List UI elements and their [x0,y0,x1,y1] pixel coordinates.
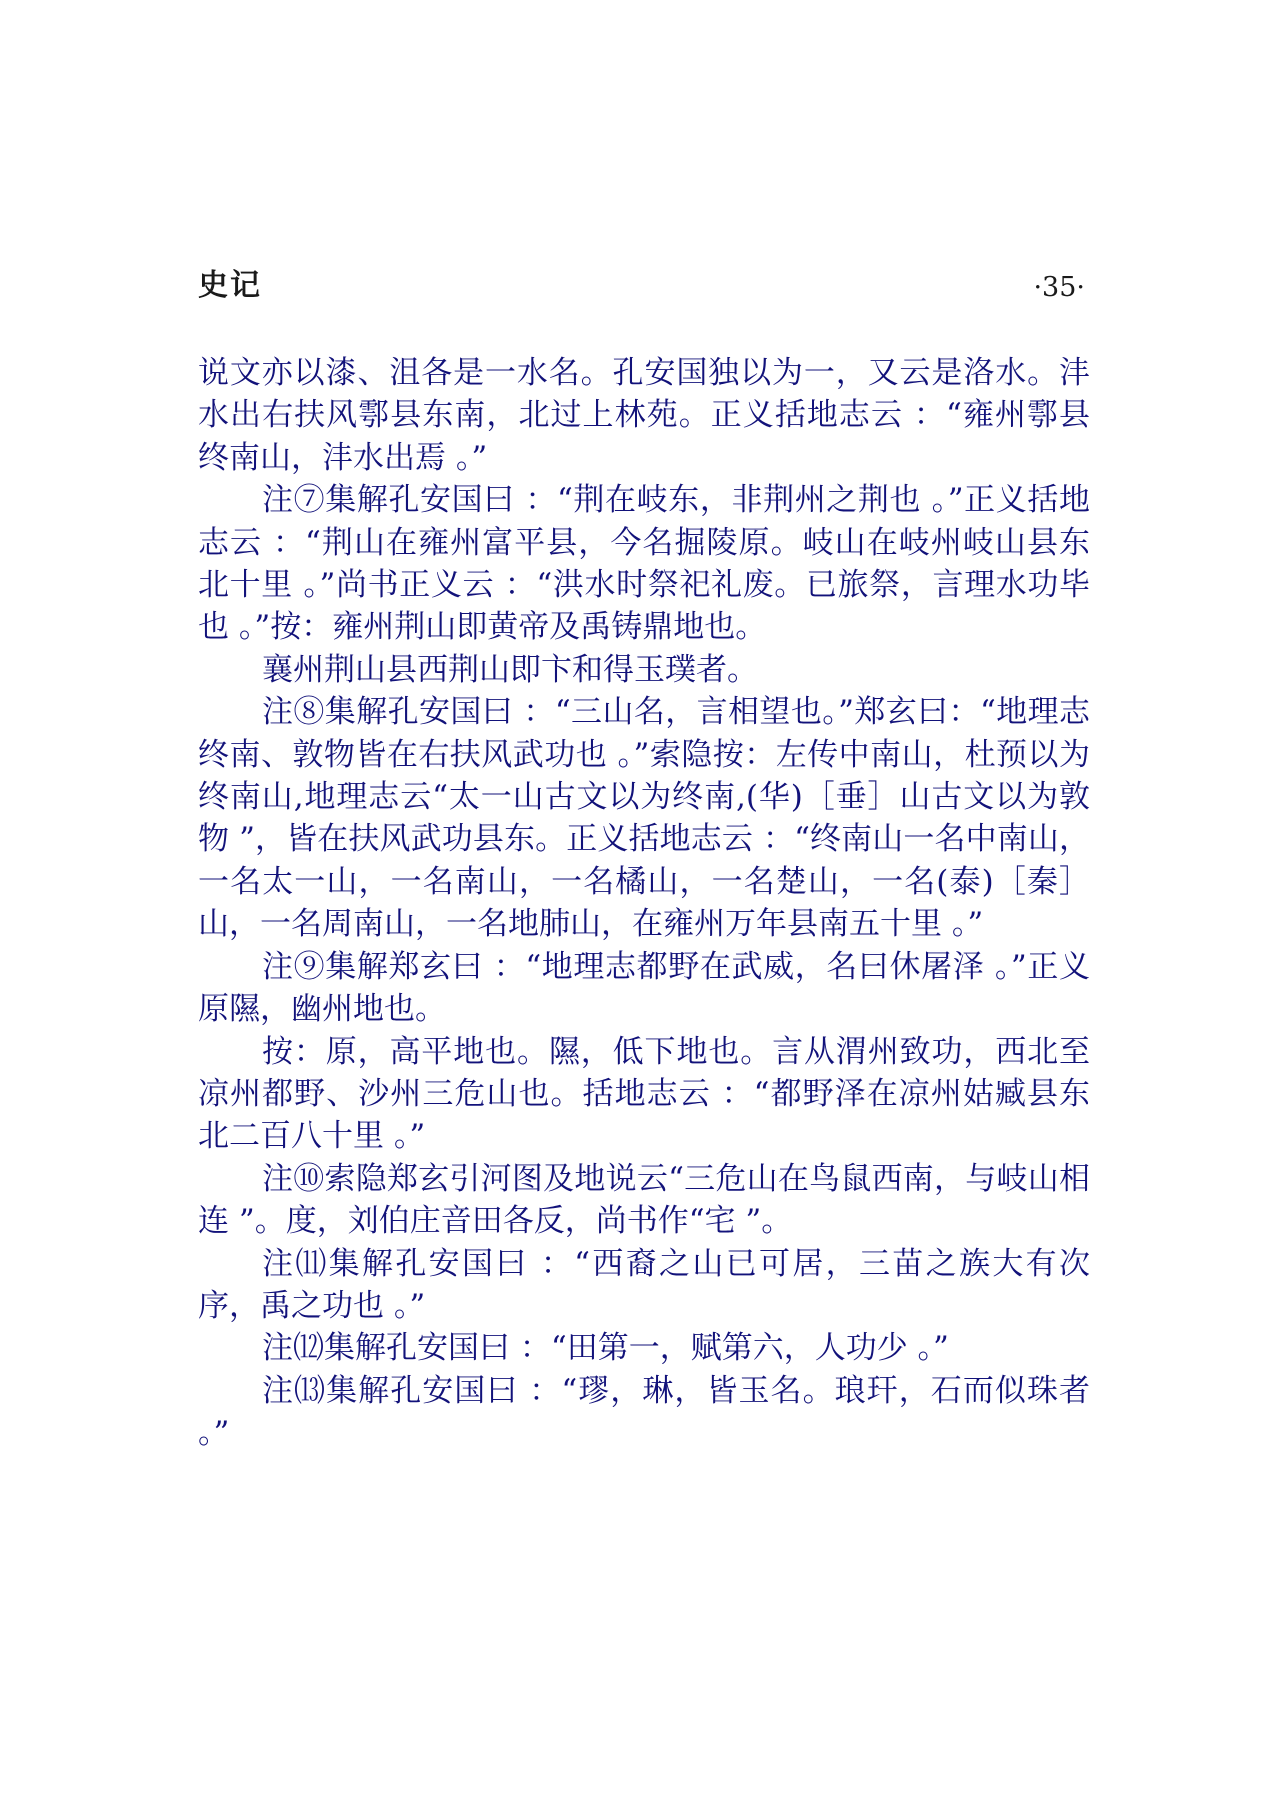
jingshan-paragraph: 襄州荆山县西荆山即卞和得玉璞者。 [262,651,758,688]
commentary-paragraph: 按：原，高平地也。隰，低下地也。言从渭州致功，西北至凉州都野、沙州三危山也。括地志云 ：“都野泽在凉州姑臧县东北二百八十里 。” [198,1033,1090,1155]
note-10-paragraph: 注⑩索隐郑玄引河图及地说云“三危山在鸟鼠西南，与岐山相连 ”。度，刘伯庄音田各反，尚书作“宅 ”。 [198,1160,1090,1240]
paragraph-continued: 说文亦以漆、沮各是一水名。孔安国独以为一，又云是洛水。沣水出右扶风鄠县东南，北过上林苑。正义括地志云 ：“雍州鄠县终南山，沣水出焉 。” [198,355,1090,476]
note-11-paragraph: 注⑾集解孔安国曰 ：“西裔之山已可居，三苗之族大有次序，禹之功也 。” [198,1245,1090,1324]
note-9-paragraph: 注⑨集解郑玄曰 ：“地理志都野在武威，名曰休屠泽 。”正义原隰，幽州地也。 [198,948,1090,1028]
note-7-paragraph: 注⑦集解孔安国曰 ：“荆在岐东，非荆州之荆也 。”正义括地志云 ：“荆山在雍州富平县，今名掘陵原。岐山在岐州岐山县东北十里 。”尚书正义云 ：“洪水时祭祀礼废。已旅祭，言理水功毕也 。”按：雍州荆山即黄帝及禹铸鼎地也。 [198,482,1090,646]
note-13-paragraph: 注⒀集解孔安国曰 ：“璆，琳，皆玉名。琅玕，石而似珠者 。” [198,1372,1090,1452]
running-title: 史记 [198,268,262,303]
note-12-paragraph: 注⑿集解孔安国曰 ：“田第一，赋第六，人功少 。” [262,1330,949,1367]
page-number: ·35· [1033,272,1085,303]
annotation-body [198,352,1090,1455]
note-8-paragraph: 注⑧集解孔安国曰 ：“三山名，言相望也。”郑玄曰：“地理志终南、敦物皆在右扶风武功也 。”索隐按：左传中南山，杜预以为终南山,地理志云“太一山古文以为终南,(华)［垂］山古文以为敦物 ”，皆在扶风武功县东。正义括地志云 ：“终南山一名中南山，一名太一山，一名南山，一名橘山，一名楚山，一名(泰)［秦］山，一名周南山，一名地肺山，在雍州万年县南五十里 。” [198,694,1090,943]
